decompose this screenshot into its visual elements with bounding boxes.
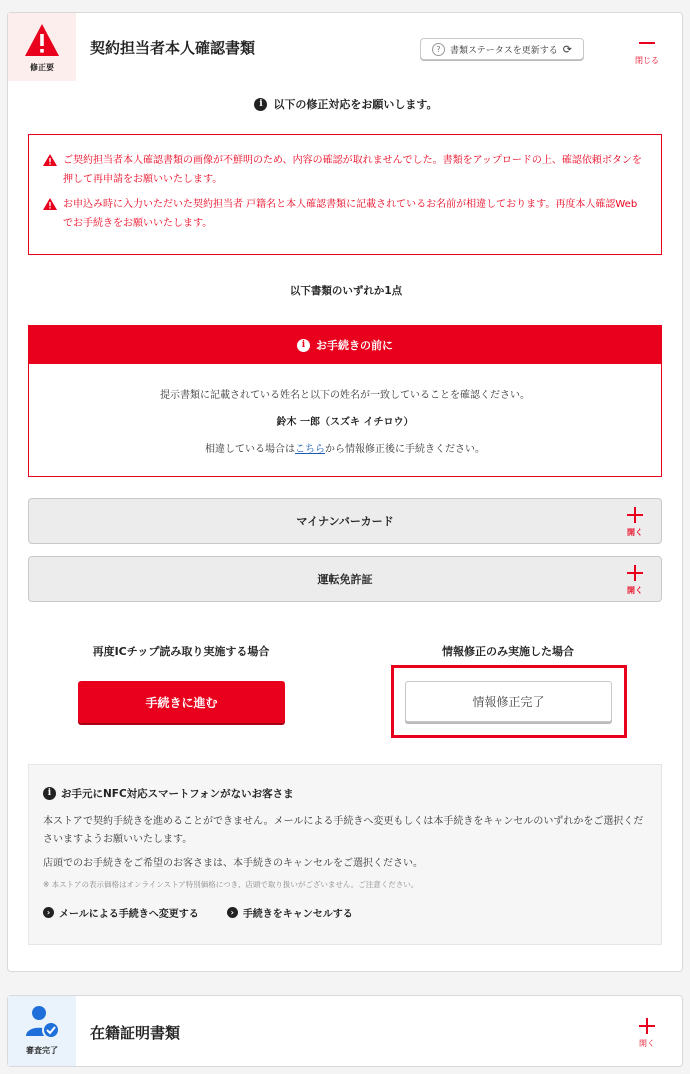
- nfc-notice: [28, 764, 662, 945]
- info-icon: i: [43, 787, 56, 800]
- notice-line: [29, 440, 661, 455]
- notice-box: [28, 325, 662, 477]
- refresh-status-label: 書類ステータスを更新する: [449, 45, 558, 56]
- change-to-mail-label: メールによる手続きへ変更する: [59, 909, 199, 920]
- open-label: 開く: [639, 1039, 655, 1048]
- refresh-icon: ⟳: [562, 42, 573, 56]
- refresh-status-button[interactable]: [420, 38, 584, 60]
- user-check-icon: [24, 1005, 60, 1039]
- cancel-procedure-link[interactable]: [227, 905, 353, 920]
- error-text: ご契約担当者本人確認書類の画像が不鮮明のため、内容の確認が取れませんでした。書類をアップロードの上、確認依頼ボタンを押して再申請をお願いいたします。: [63, 155, 642, 185]
- chevron-right-icon: ›: [227, 907, 238, 918]
- nfc-title: [43, 786, 647, 801]
- info-correction-complete-button[interactable]: 情報修正完了: [405, 681, 612, 722]
- cancel-procedure-label: 手続きをキャンセルする: [242, 909, 353, 920]
- error-text: お申込み時に入力いただいた契約担当者 戸籍名と本人確認書類に記載されているお名前が相違しております。再度本人確認Webでお手続きをお願いいたします。: [63, 199, 638, 229]
- accordion-label: 運転免許証: [317, 573, 373, 586]
- error-item: [43, 151, 647, 189]
- notice-text: から情報修正後に手続きください。: [325, 444, 485, 455]
- status-badge: [8, 996, 76, 1066]
- proceed-button[interactable]: 手続きに進む: [78, 681, 285, 723]
- nfc-links: [43, 905, 647, 920]
- plus-icon: [637, 1016, 657, 1036]
- warning-icon: [43, 154, 57, 166]
- document-card-contract-id: [7, 12, 683, 972]
- notice-line: 提示書類に記載されている姓名と以下の姓名が一致していることを確認ください。: [160, 390, 530, 401]
- info-option-heading: 情報修正のみ実施した場合: [442, 645, 574, 658]
- document-card-employment: [7, 995, 683, 1067]
- status-label: 修正要: [30, 63, 54, 72]
- card-title: 契約担当者本人確認書類: [90, 39, 256, 57]
- info-message: [8, 96, 684, 112]
- notice-body: [29, 364, 661, 455]
- accordion-label: マイナンバーカード: [296, 515, 394, 528]
- status-label: 審査完了: [26, 1046, 58, 1055]
- open-label: 開く: [627, 586, 643, 595]
- info-icon: i: [297, 339, 310, 352]
- notice-header: [29, 326, 661, 364]
- nfc-note: ※ 本ストアの表示価格はオンラインストア特別価格につき、店頭で取り扱いがございません。ご注意ください。: [43, 880, 419, 889]
- open-label: 開く: [627, 528, 643, 537]
- nfc-text: 店頭でのお手続きをご希望のお客さまは、本手続きのキャンセルをご選択ください。: [43, 858, 423, 869]
- edit-info-link[interactable]: こちら: [295, 444, 325, 455]
- status-badge: [8, 13, 76, 81]
- open-toggle[interactable]: [615, 505, 655, 538]
- documents-heading: 以下書類のいずれか1点: [289, 285, 403, 297]
- notice-title: お手続きの前に: [316, 339, 393, 352]
- warning-icon: [43, 198, 57, 210]
- open-toggle[interactable]: [627, 1016, 667, 1049]
- warning-icon: [24, 23, 60, 57]
- info-icon: i: [254, 98, 267, 111]
- open-toggle[interactable]: [615, 563, 655, 596]
- error-box: [28, 134, 662, 255]
- plus-icon: [625, 563, 645, 583]
- notice-text: 相違している場合は: [205, 444, 295, 455]
- registered-name: 鈴木 一郎（スズキ イチロウ）: [276, 417, 414, 428]
- change-to-mail-link[interactable]: [43, 905, 199, 920]
- accordion-my-number-card[interactable]: [28, 498, 662, 544]
- ic-option-heading: 再度ICチップ読み取り実施する場合: [92, 645, 270, 658]
- nfc-text: 本ストアで契約手続きを進めることができません。メールによる手続きへ変更もしくは本手続きをキャンセルのいずれかをご選択くださいますようお願いいたします。: [43, 816, 644, 845]
- chevron-right-icon: ›: [43, 907, 54, 918]
- close-toggle[interactable]: [627, 33, 667, 66]
- accordion-drivers-license[interactable]: [28, 556, 662, 602]
- plus-icon: [625, 505, 645, 525]
- nfc-title-text: お手元にNFC対応スマートフォンがないお客さま: [61, 788, 294, 800]
- card-title: 在籍証明書類: [90, 1024, 181, 1042]
- info-message-text: 以下の修正対応をお願いします。: [273, 98, 438, 111]
- close-label: 閉じる: [635, 56, 659, 65]
- help-icon: ?: [432, 43, 445, 56]
- error-item: [43, 195, 647, 233]
- minus-icon: [637, 33, 657, 53]
